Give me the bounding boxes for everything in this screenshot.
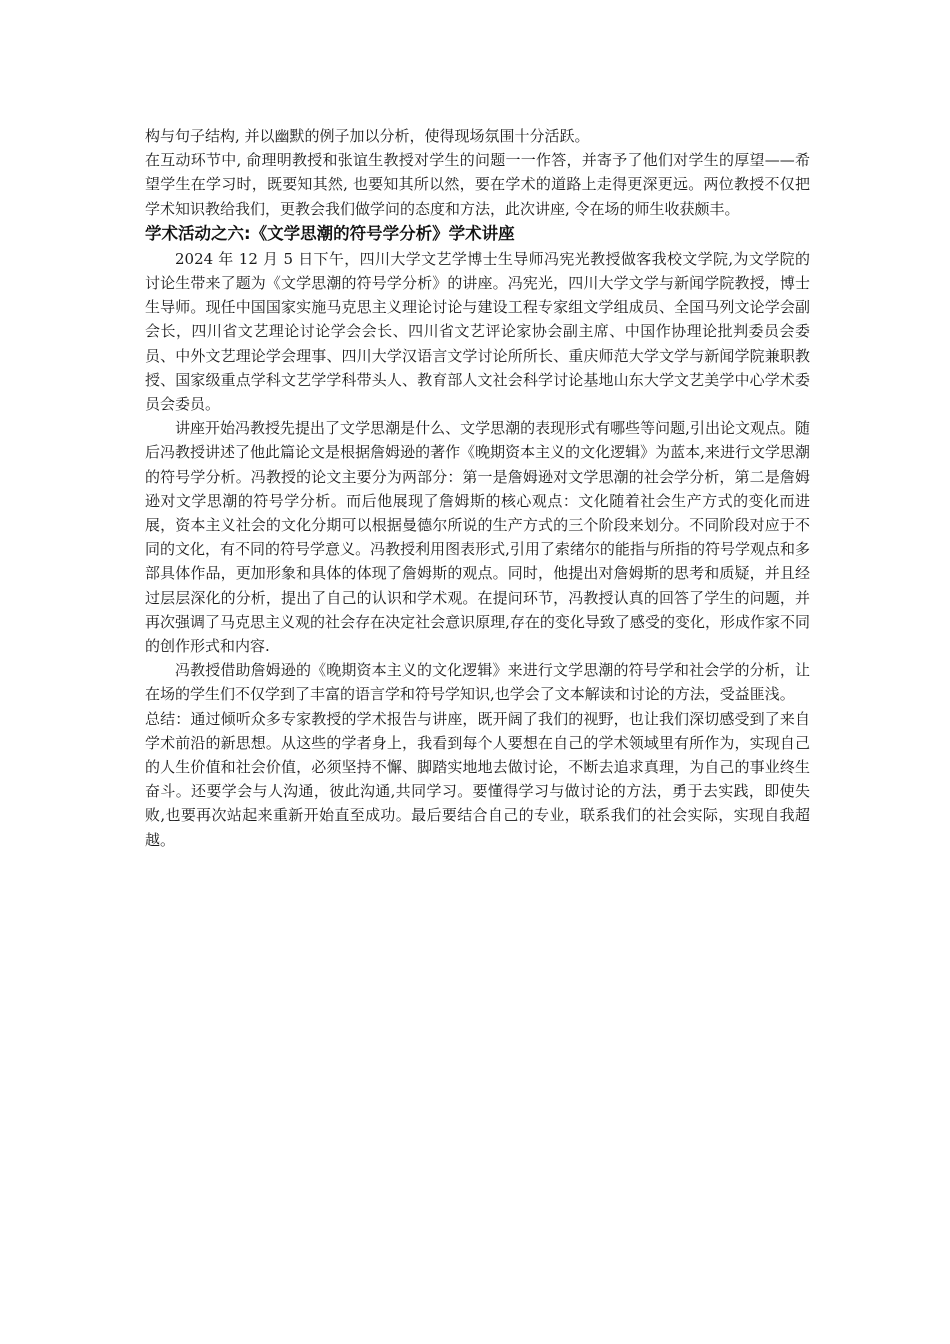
section-heading: 学术活动之六:《文学思潮的符号学分析》学术讲座 — [145, 223, 515, 243]
paragraph-lecture-intro: 2024 年 12 月 5 日下午，四川大学文艺学博士生导师冯宪光教授做客我校文学院,为文学院的讨论生带来了题为《文学思潮的符号学分析》的讲座。冯宪光，四川大学文学与新闻学院教授，博士生导师。现任中国国家实施马克思主义理论讨论与建设工程专家组文学组成员、全国马列文论学会副会长，四川省文艺理论讨论学会会长、四川省文艺评论家协会副主席、中国作协理论批判委员会委员、中外文艺理论学会理事、四川大学汉语言文学讨论所所长、重庆师范大学文学与新闻学院兼职教授、国家级重点学科文艺学学科带头人、教育部人文社会科学讨论基地山东大学文艺美学中心学术委员会委员。 — [145, 249, 810, 414]
paragraph-lecture-content: 讲座开始冯教授先提出了文学思潮是什么、文学思潮的表现形式有哪些等问题,引出论文观点。随后冯教授讲述了他此篇论文是根据詹姆逊的著作《晚期资本主义的文化逻辑》为蓝本,来进行文学思潮的符号学分析。冯教授的论文主要分为两部分：第一是詹姆逊对文学思潮的社会学分析，第二是詹姆逊对文学思潮的符号学分析。而后他展现了詹姆斯的核心观点：文化随着社会生产方式的变化而进展，资本主义社会的文化分期可以根据曼德尔所说的生产方式的三个阶段来划分。不同阶段对应于不同的文化，有不同的符号学意义。冯教授利用图表形式,引用了索绪尔的能指与所指的符号学观点和多部具体作品，更加形象和具体的体现了詹姆斯的观点。同时，他提出对詹姆斯的思考和质疑，并且经过层层深化的分析，提出了自己的认识和学术观。在提问环节，冯教授认真的回答了学生的问题，并再次强调了马克思主义观的社会存在决定社会意识原理,存在的变化导致了感受的变化，形成作家不同的创作形式和内容. — [145, 419, 810, 656]
paragraph-continued: 构与句子结构, 并以幽默的例子加以分析，使得现场氛围十分活跃。 — [145, 127, 590, 145]
paragraph-lecture-benefit: 冯教授借助詹姆逊的《晚期资本主义的文化逻辑》来进行文学思潮的符号学和社会学的分析，让在场的学生们不仅学到了丰富的语言学和符号学知识,也学会了文本解读和讨论的方法，受益匪浅。 — [145, 661, 810, 704]
paragraph-interaction: 在互动环节中, 俞理明教授和张谊生教授对学生的问题一一作答，并寄予了他们对学生的厚望——希望学生在学习时，既要知其然, 也要知其所以然，要在学术的道路上走得更深更远。两位教授不仅把学术知识教给我们，更教会我们做学问的态度和方法，此次讲座, 令在场的师生收获颇丰。 — [145, 151, 810, 218]
paragraph-summary: 总结：通过倾听众多专家教授的学术报告与讲座，既开阔了我们的视野，也让我们深切感受到了来自学术前沿的新思想。从这些的学者身上，我看到每个人要想在自己的学术领域里有所作为，实现自己的人生价值和社会价值，必须坚持不懈、脚踏实地地去做讨论，不断去追求真理，为自己的事业终生奋斗。还要学会与人沟通，彼此沟通,共同学习。要懂得学习与做讨论的方法，勇于去实践，即使失败,也要再次站起来重新开始直至成功。最后要结合自己的专业，联系我们的社会实际，实现自我超越。 — [145, 709, 810, 849]
document-body — [145, 124, 810, 852]
